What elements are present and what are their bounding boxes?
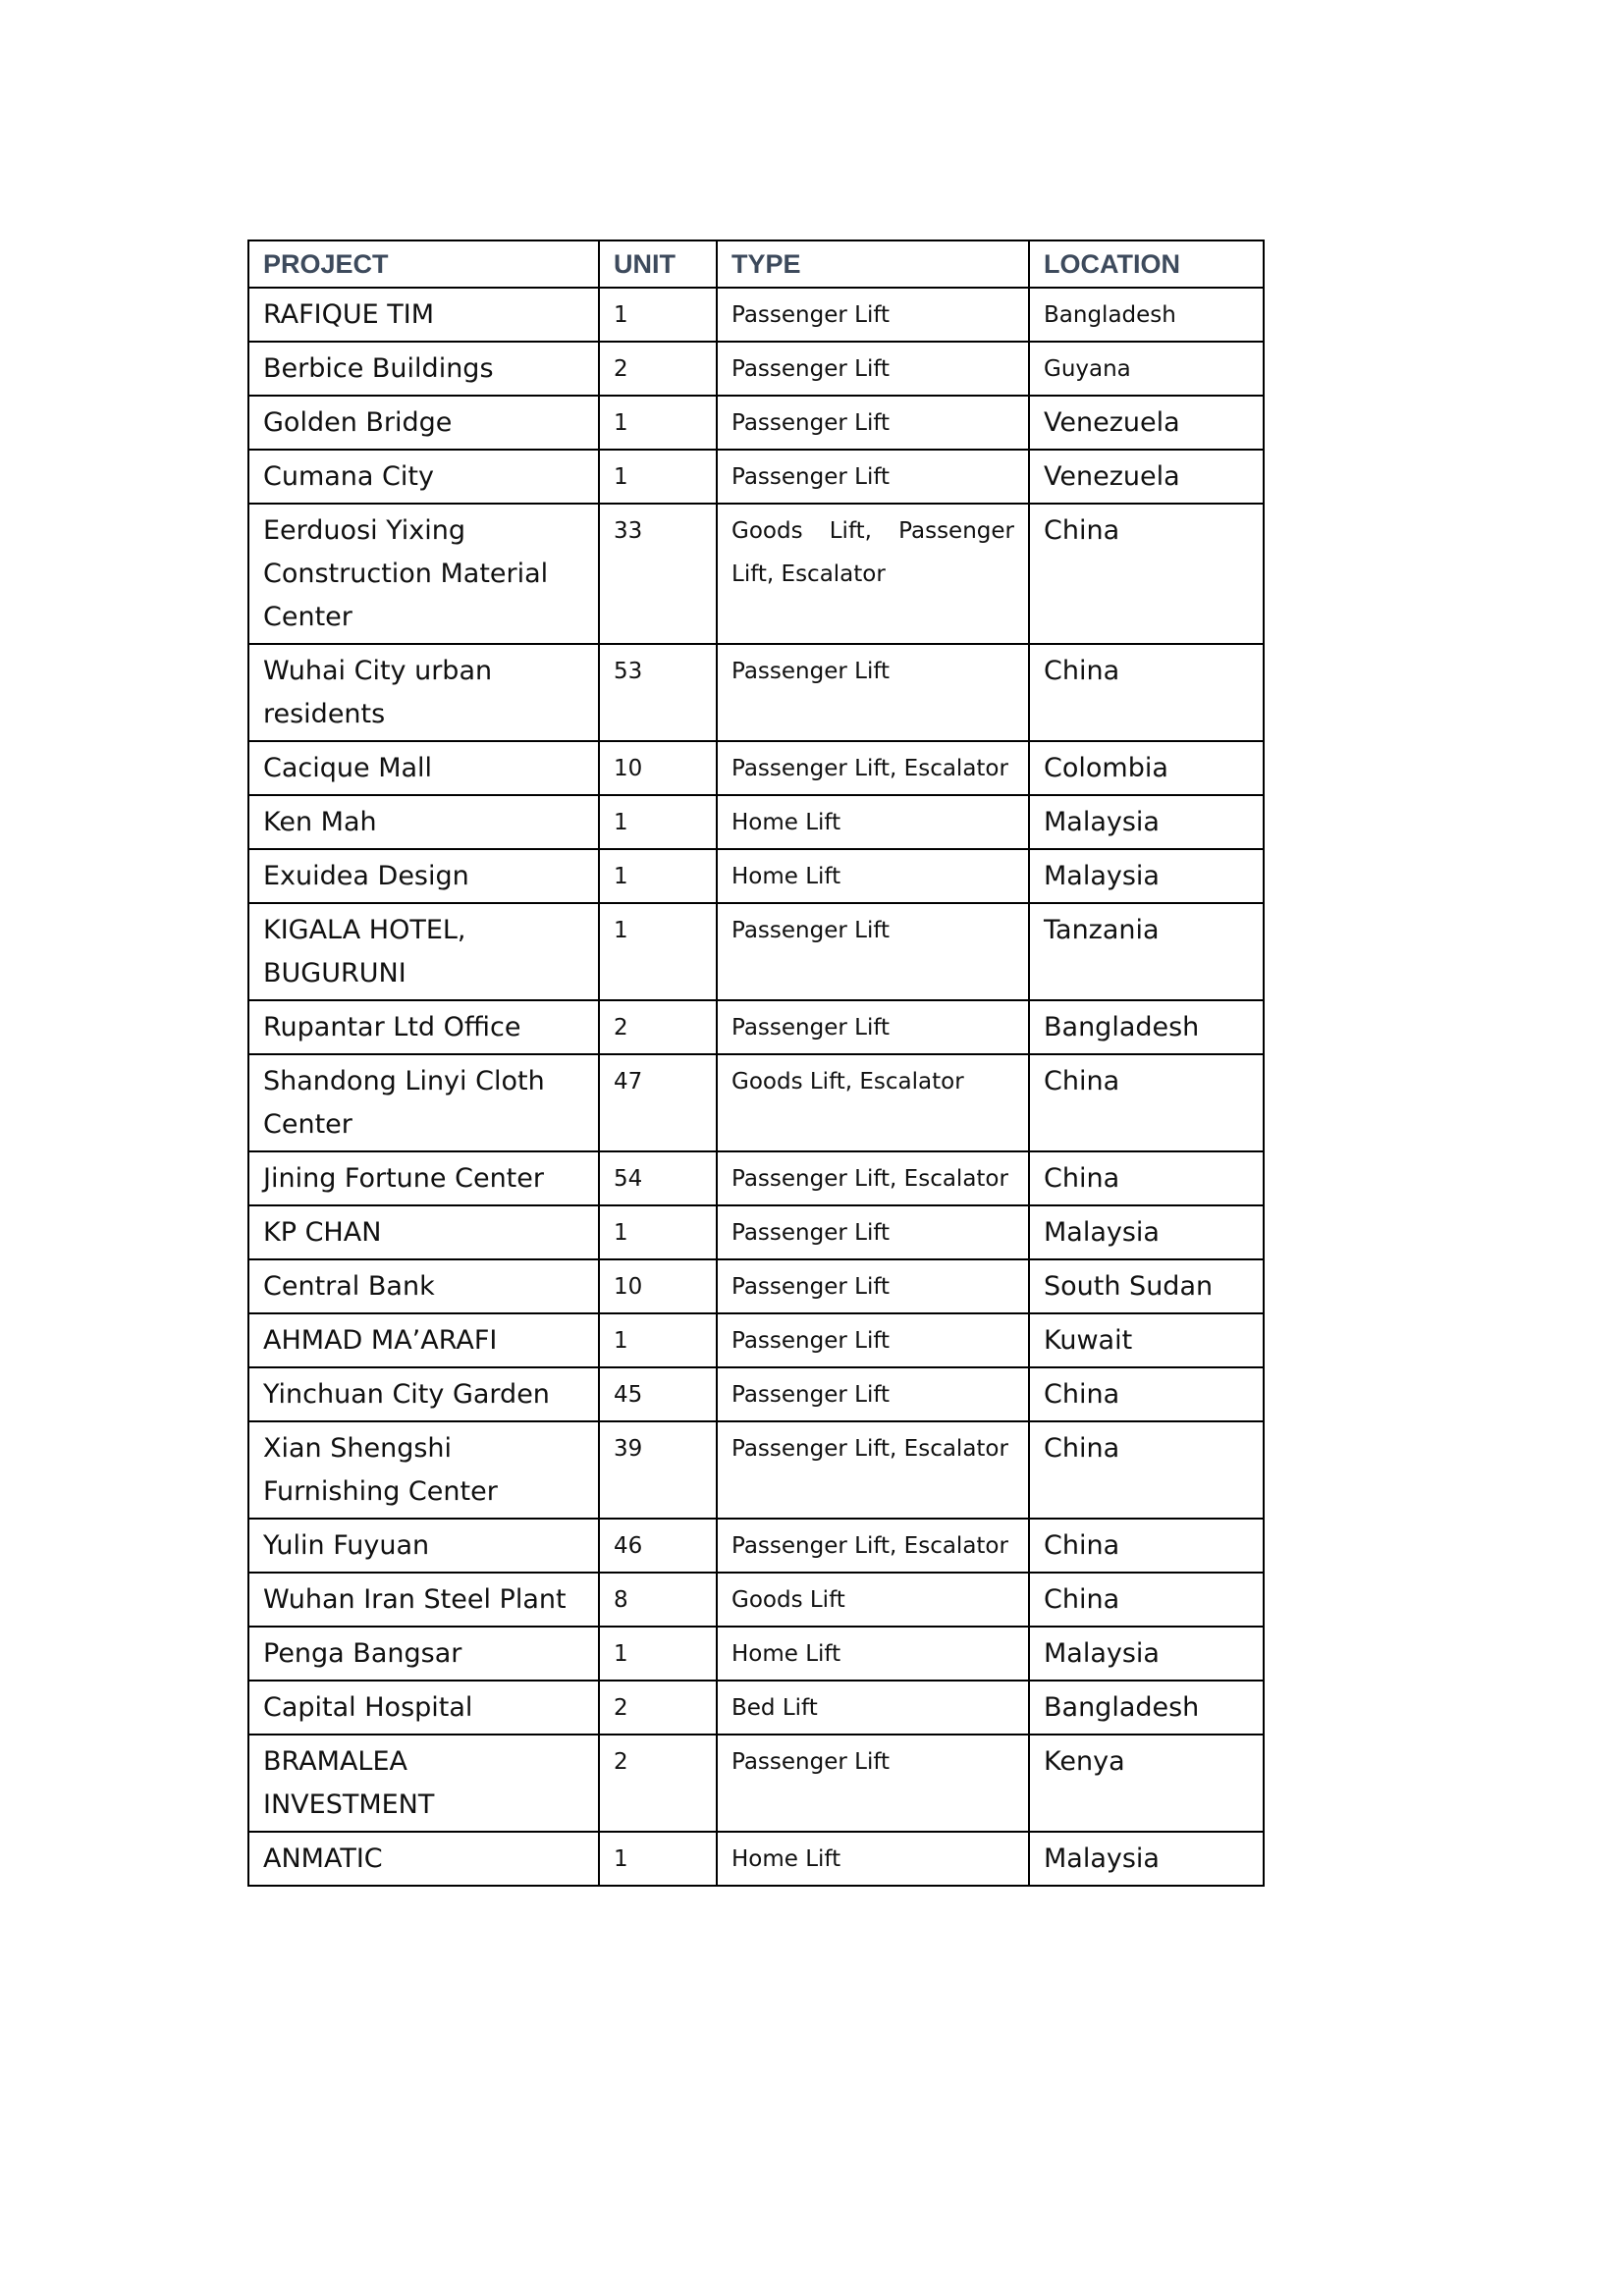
- type-cell: Passenger Lift, Escalator: [717, 741, 1029, 795]
- unit-cell: 1: [599, 849, 717, 903]
- unit-cell: 46: [599, 1519, 717, 1573]
- header-location: LOCATION: [1029, 240, 1264, 288]
- project-cell: Ken Mah: [248, 795, 599, 849]
- type-cell: Goods Lift, Escalator: [717, 1054, 1029, 1151]
- table-body: [248, 288, 1264, 1886]
- unit-cell: 10: [599, 1259, 717, 1313]
- location-cell: Venezuela: [1029, 396, 1264, 450]
- table-row: [248, 1367, 1264, 1421]
- location-cell: China: [1029, 1151, 1264, 1205]
- project-cell: Penga Bangsar: [248, 1627, 599, 1681]
- unit-cell: 45: [599, 1367, 717, 1421]
- location-cell: Venezuela: [1029, 450, 1264, 504]
- table-row: [248, 1832, 1264, 1886]
- type-cell: Passenger Lift: [717, 396, 1029, 450]
- header-project: PROJECT: [248, 240, 599, 288]
- table-row: [248, 1000, 1264, 1054]
- project-cell: Capital Hospital: [248, 1681, 599, 1735]
- table-row: [248, 288, 1264, 342]
- unit-cell: 1: [599, 288, 717, 342]
- header-type: TYPE: [717, 240, 1029, 288]
- project-cell: Xian Shengshi Furnishing Center: [248, 1421, 599, 1519]
- type-cell: Passenger Lift: [717, 1205, 1029, 1259]
- table-row: [248, 741, 1264, 795]
- unit-cell: 10: [599, 741, 717, 795]
- project-cell: KIGALA HOTEL, BUGURUNI: [248, 903, 599, 1000]
- project-cell: Cacique Mall: [248, 741, 599, 795]
- location-cell: China: [1029, 1421, 1264, 1519]
- table-row: [248, 1054, 1264, 1151]
- project-cell: Wuhai City urban residents: [248, 644, 599, 741]
- table-row: [248, 1313, 1264, 1367]
- unit-cell: 33: [599, 504, 717, 644]
- project-cell: BRAMALEA INVESTMENT: [248, 1735, 599, 1832]
- project-cell: Golden Bridge: [248, 396, 599, 450]
- type-cell: Passenger Lift: [717, 1735, 1029, 1832]
- table-row: [248, 795, 1264, 849]
- type-cell: Passenger Lift, Escalator: [717, 1421, 1029, 1519]
- location-cell: Tanzania: [1029, 903, 1264, 1000]
- location-cell: Guyana: [1029, 342, 1264, 396]
- project-cell: Yinchuan City Garden: [248, 1367, 599, 1421]
- location-cell: China: [1029, 1573, 1264, 1627]
- location-cell: Malaysia: [1029, 849, 1264, 903]
- table-row: [248, 1573, 1264, 1627]
- project-cell: Central Bank: [248, 1259, 599, 1313]
- type-cell: Passenger Lift: [717, 644, 1029, 741]
- location-cell: Malaysia: [1029, 1627, 1264, 1681]
- location-cell: China: [1029, 1054, 1264, 1151]
- project-cell: KP CHAN: [248, 1205, 599, 1259]
- projects-table: [247, 240, 1265, 1887]
- location-cell: Kenya: [1029, 1735, 1264, 1832]
- project-cell: AHMAD MA’ARAFI: [248, 1313, 599, 1367]
- location-cell: South Sudan: [1029, 1259, 1264, 1313]
- unit-cell: 2: [599, 1000, 717, 1054]
- type-cell: Goods Lift: [717, 1573, 1029, 1627]
- type-cell: Passenger Lift, Escalator: [717, 1519, 1029, 1573]
- location-cell: China: [1029, 644, 1264, 741]
- project-cell: Exuidea Design: [248, 849, 599, 903]
- project-cell: Cumana City: [248, 450, 599, 504]
- table-row: [248, 849, 1264, 903]
- table-row: [248, 1735, 1264, 1832]
- table-row: [248, 903, 1264, 1000]
- type-cell: Passenger Lift: [717, 1259, 1029, 1313]
- table-row: [248, 504, 1264, 644]
- project-cell: Jining Fortune Center: [248, 1151, 599, 1205]
- location-cell: China: [1029, 504, 1264, 644]
- unit-cell: 2: [599, 342, 717, 396]
- table-row: [248, 450, 1264, 504]
- table-row: [248, 1627, 1264, 1681]
- type-cell: Passenger Lift: [717, 288, 1029, 342]
- location-cell: China: [1029, 1367, 1264, 1421]
- unit-cell: 1: [599, 1205, 717, 1259]
- location-cell: Malaysia: [1029, 1832, 1264, 1886]
- project-cell: Wuhan Iran Steel Plant: [248, 1573, 599, 1627]
- table-row: [248, 1681, 1264, 1735]
- type-cell: Home Lift: [717, 849, 1029, 903]
- table-row: [248, 1259, 1264, 1313]
- project-cell: Rupantar Ltd Office: [248, 1000, 599, 1054]
- type-cell: Home Lift: [717, 1832, 1029, 1886]
- type-cell: Passenger Lift: [717, 1000, 1029, 1054]
- unit-cell: 1: [599, 396, 717, 450]
- type-cell: Home Lift: [717, 1627, 1029, 1681]
- type-cell: Home Lift: [717, 795, 1029, 849]
- table-row: [248, 1421, 1264, 1519]
- type-cell: Passenger Lift: [717, 450, 1029, 504]
- unit-cell: 39: [599, 1421, 717, 1519]
- location-cell: Malaysia: [1029, 795, 1264, 849]
- table-row: [248, 396, 1264, 450]
- table-row: [248, 1151, 1264, 1205]
- type-cell: Passenger Lift: [717, 1367, 1029, 1421]
- type-cell: Passenger Lift: [717, 903, 1029, 1000]
- unit-cell: 53: [599, 644, 717, 741]
- location-cell: Kuwait: [1029, 1313, 1264, 1367]
- type-cell: Goods Lift, Passenger Lift, Escalator: [717, 504, 1029, 644]
- header-unit: UNIT: [599, 240, 717, 288]
- type-cell: Passenger Lift: [717, 1313, 1029, 1367]
- unit-cell: 1: [599, 1627, 717, 1681]
- unit-cell: 8: [599, 1573, 717, 1627]
- location-cell: Colombia: [1029, 741, 1264, 795]
- unit-cell: 2: [599, 1735, 717, 1832]
- table-row: [248, 1205, 1264, 1259]
- unit-cell: 1: [599, 1832, 717, 1886]
- table-row: [248, 342, 1264, 396]
- table-row: [248, 1519, 1264, 1573]
- project-cell: Shandong Linyi Cloth Center: [248, 1054, 599, 1151]
- project-cell: RAFIQUE TIM: [248, 288, 599, 342]
- project-cell: Berbice Buildings: [248, 342, 599, 396]
- location-cell: Bangladesh: [1029, 1000, 1264, 1054]
- table-header-row: [248, 240, 1264, 288]
- type-cell: Passenger Lift, Escalator: [717, 1151, 1029, 1205]
- project-cell: Eerduosi Yixing Construction Material Center: [248, 504, 599, 644]
- unit-cell: 1: [599, 450, 717, 504]
- unit-cell: 2: [599, 1681, 717, 1735]
- table-row: [248, 644, 1264, 741]
- unit-cell: 1: [599, 1313, 717, 1367]
- location-cell: China: [1029, 1519, 1264, 1573]
- unit-cell: 47: [599, 1054, 717, 1151]
- type-cell: Passenger Lift: [717, 342, 1029, 396]
- location-cell: Bangladesh: [1029, 1681, 1264, 1735]
- unit-cell: 1: [599, 795, 717, 849]
- project-cell: ANMATIC: [248, 1832, 599, 1886]
- location-cell: Malaysia: [1029, 1205, 1264, 1259]
- unit-cell: 54: [599, 1151, 717, 1205]
- type-cell: Bed Lift: [717, 1681, 1029, 1735]
- unit-cell: 1: [599, 903, 717, 1000]
- project-cell: Yulin Fuyuan: [248, 1519, 599, 1573]
- location-cell: Bangladesh: [1029, 288, 1264, 342]
